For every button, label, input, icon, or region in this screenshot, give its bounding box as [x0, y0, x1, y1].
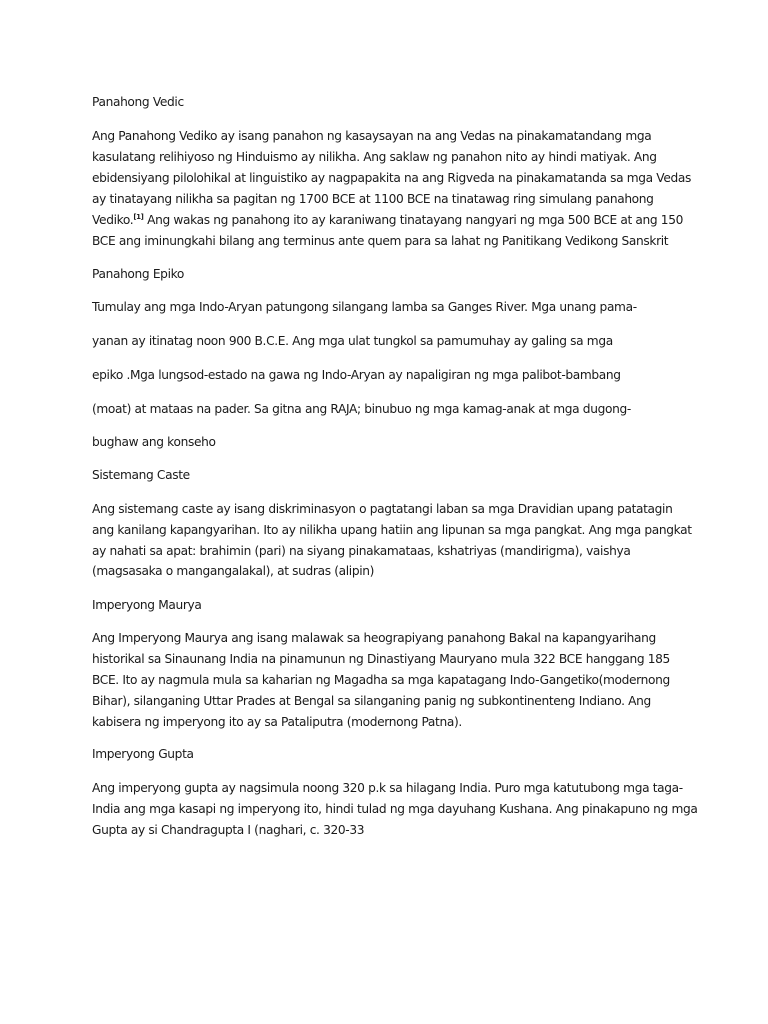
paragraph-line: Gupta ay si Chandragupta I (naghari, c. 320-33	[92, 823, 365, 837]
paragraph-line: Ang Imperyong Maurya ang isang malawak sa heograpiyang panahong Bakal na kapangyarihang	[92, 631, 656, 645]
section-heading-vedic: Panahong Vedic	[92, 95, 184, 109]
paragraph-line: ay tinatayang nilikha sa pagitan ng 1700 BCE at 1100 BCE na tinatawag ring simulang panahong	[92, 192, 654, 206]
paragraph-line: BCE. Ito ay nagmula mula sa kaharian ng Magadha sa mga kapatagang Indo-Gangetiko(modernong	[92, 673, 670, 687]
section-heading-epiko: Panahong Epiko	[92, 267, 184, 281]
footnote-reference[interactable]: [1]	[133, 213, 144, 221]
paragraph-line-rest: Ang wakas ng panahong ito ay karaniwang tinatayang nangyari ng mga 500 BCE at ang 150	[147, 213, 684, 227]
section-heading-gupta: Imperyong Gupta	[92, 747, 194, 761]
paragraph-line: (magsasaka o mangangalakal), at sudras (alipin)	[92, 564, 375, 578]
paragraph-line: Bihar), silanganing Uttar Prades at Bengal sa silanganing panig ng subkontinenteng Indiano. Ang	[92, 694, 651, 708]
paragraph-line: BCE ang iminungkahi bilang ang terminus ante quem para sa lahat ng Panitikang Vedikong Sanskrit	[92, 234, 669, 248]
paragraph-line: (moat) at mataas na pader. Sa gitna ang RAJA; binubuo ng mga kamag-anak at mga dugong-	[92, 402, 631, 416]
paragraph-line: Ang imperyong gupta ay nagsimula noong 320 p.k sa hilagang India. Puro mga katutubong mga taga-	[92, 781, 683, 795]
paragraph-line: Tumulay ang mga Indo-Aryan patungong silangang lamba sa Ganges River. Mga unang pama-	[92, 300, 637, 314]
paragraph-line: bughaw ang konseho	[92, 435, 216, 449]
paragraph-line: India ang mga kasapi ng imperyong ito, hindi tulad ng mga dayuhang Kushana. Ang pinakapuno ng mga	[92, 802, 698, 816]
paragraph-line: Ang Panahong Vediko ay isang panahon ng kasaysayan na ang Vedas na pinakamatandang mga	[92, 129, 652, 143]
paragraph-line: ebidensiyang pilolohikal at linguistiko ay nagpapakita na ang Rigveda na pinakamatanda sa mga Vedas	[92, 171, 691, 185]
paragraph-line: Ang sistemang caste ay isang diskriminasyon o pagtatangi laban sa mga Dravidian upang patatagin	[92, 502, 673, 516]
paragraph-line: kasulatang relihiyoso ng Hinduismo ay nilikha. Ang saklaw ng panahon nito ay hindi matiyak. Ang	[92, 150, 657, 164]
paragraph-line-start: Vediko.	[92, 213, 134, 227]
section-heading-caste: Sistemang Caste	[92, 468, 190, 482]
paragraph-line: ay nahati sa apat: brahimin (pari) na siyang pinakamataas, kshatriyas (mandirigma), vaishya	[92, 544, 631, 558]
paragraph-line: epiko .Mga lungsod-estado na gawa ng Indo-Aryan ay napaligiran ng mga palibot-bambang	[92, 368, 621, 382]
paragraph-line: kabisera ng imperyong ito ay sa Pataliputra (modernong Patna).	[92, 715, 462, 729]
paragraph-line: yanan ay itinatag noon 900 B.C.E. Ang mga ulat tungkol sa pamumuhay ay galing sa mga	[92, 334, 613, 348]
paragraph-line: historikal sa Sinaunang India na pinamunun ng Dinastiyang Mauryano mula 322 BCE hanggang 185	[92, 652, 670, 666]
paragraph-line	[92, 212, 683, 228]
section-heading-maurya: Imperyong Maurya	[92, 598, 202, 612]
paragraph-line: ang kanilang kapangyarihan. Ito ay nilikha upang hatiin ang lipunan sa mga pangkat. Ang mga pangkat	[92, 523, 692, 537]
